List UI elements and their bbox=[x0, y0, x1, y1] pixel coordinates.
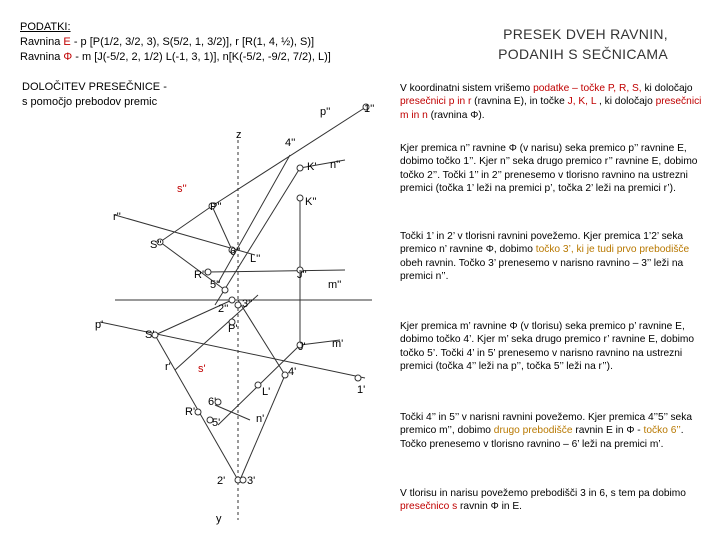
label-m1: m' bbox=[332, 338, 344, 350]
paragraph-2-part-0: Kjer premica n’’ ravnine Φ (v narisu) seka premico p’’ ravnine E, dobimo točko 1’’. Kjer n’’ seka drugo premico r’’ ravnine E, dobimo točko 2’’. Točki 1’’ in 2’’ prenesemo v tlorisno ravnino na ustrezni premici (točka 1’ leži na premici p’, točka 2’ leži na premici r’). bbox=[400, 143, 698, 195]
paragraph-5-part-1: drugo prebodišče bbox=[493, 425, 573, 437]
n1-line bbox=[238, 300, 285, 375]
paragraph-3 bbox=[400, 230, 705, 284]
m2-line bbox=[208, 270, 345, 272]
paragraph-6-part-0: V tlorisu in narisu povežemo prebodišči 3 in 6, s tem pa dobimo bbox=[400, 488, 686, 499]
paragraph-1-part-2: ki določajo bbox=[641, 83, 693, 94]
point-2-front bbox=[229, 297, 235, 303]
label-L2: L'' bbox=[250, 253, 261, 265]
label-K1: K' bbox=[307, 161, 317, 173]
point-3-top bbox=[240, 477, 246, 483]
point-K2 bbox=[297, 195, 303, 201]
paragraph-5-part-2: ravnin E in Φ - bbox=[572, 425, 644, 437]
point-L1 bbox=[255, 382, 261, 388]
label-R1: R' bbox=[185, 406, 196, 418]
paragraph-1-part-0: V koordinatni sistem vrišemo bbox=[400, 83, 534, 94]
label-s1: s' bbox=[198, 363, 206, 375]
label-S1: S' bbox=[145, 329, 155, 341]
label-P1: P' bbox=[228, 323, 238, 335]
label-s2: s'' bbox=[177, 183, 187, 195]
label-m2: m'' bbox=[328, 279, 342, 291]
paragraph-3-part-1: točko 3’, ki je tudi prvo prebodišče bbox=[535, 244, 690, 256]
label-K2: K'' bbox=[305, 196, 317, 208]
paragraph-6-part-1: presečnico s bbox=[400, 501, 458, 513]
six-link bbox=[215, 405, 250, 420]
paragraph-6-part-2: ravnin Φ in E bbox=[457, 501, 520, 513]
label-z: z bbox=[236, 129, 242, 141]
paragraph-3-part-2: obeh ravnin. Točko 3’ prenesemo v narisno ravnino – 3’’ leži na premici n’’. bbox=[400, 257, 684, 283]
paragraph-4-part-0: Kjer premica m’ ravnine Φ (v tlorisu) seka premico p’ ravnine E, dobimo točko 4’. Kjer m’ seka drugo premico r’ ravnine E, dobimo točko 5’. Točki 4’ in 5’ prenesemo v narisno ravnino na ustrezni premici (točka 4’’ leži na p’’, točka 5’’ leži na r’’). bbox=[400, 321, 695, 373]
label-4-front: 4'' bbox=[285, 137, 296, 149]
paragraph-5-part-4: . Točko prenesemo v tlorisno ravnino – 6’ leži na premici m’. bbox=[400, 425, 684, 450]
label-p1: p' bbox=[95, 319, 104, 331]
label-L1: L' bbox=[262, 386, 271, 398]
paragraph-3-part-0: Točki 1’ in 2’ v tlorisni ravnini povežemo. Kjer premica 1’2’ seka premico n’ ravnine Φ, dobimo bbox=[400, 231, 684, 256]
point-5-front bbox=[222, 287, 228, 293]
label-2-top: 2' bbox=[217, 475, 226, 487]
paragraph-1-part-1: podatke – točke P, R, S, bbox=[533, 83, 642, 94]
paragraph-1-part-4: (ravnina E), in točke bbox=[471, 96, 568, 108]
paragraph-4 bbox=[400, 320, 705, 374]
n2-line bbox=[215, 168, 300, 305]
section-subtitle: DOLOČITEV PRESEČNICE - s pomočjo prebodov premic bbox=[22, 81, 167, 108]
paragraph-1-part-5: J, K, L bbox=[567, 96, 597, 108]
label-J2: J'' bbox=[297, 269, 307, 281]
point-3-front bbox=[235, 302, 241, 308]
paragraph-5-part-0: Točki 4’’ in 5’’ v narisni ravnini povežemo. Kjer premica 4’’5’’ seka premico m’’, dobimo bbox=[400, 412, 692, 437]
label-3-front: 3'' bbox=[242, 298, 253, 310]
label-n2: n'' bbox=[330, 159, 341, 171]
label-J1: J' bbox=[298, 341, 306, 353]
label-n1: n' bbox=[256, 413, 265, 425]
s2-line bbox=[160, 206, 212, 242]
page-title: PRESEK DVEH RAVNIN, PODANIH S SEČNICAMA bbox=[498, 26, 668, 62]
paragraph-5-part-3: točko 6’’ bbox=[643, 425, 681, 437]
paragraph-1 bbox=[400, 82, 705, 122]
data-line-plane-phi: Ravnina Φ - m [J(-5/2, 2, 1/2) L(-1, 3, 1)], n[K(-5/2, -9/2, 7/2), L)] bbox=[20, 51, 331, 63]
data-line-plane-e: Ravnina E - p [P(1/2, 3/2, 3), S(5/2, 1, 3/2)], r [R(1, 4, ½), S)] bbox=[20, 36, 315, 48]
label-P2: P'' bbox=[210, 201, 222, 213]
label-r1: r' bbox=[165, 361, 171, 373]
label-3-top: 3' bbox=[247, 475, 256, 487]
label-S2: S'' bbox=[150, 239, 162, 251]
label-4-top: 4' bbox=[288, 366, 297, 378]
paragraph-1-part-8: (ravnina Φ). bbox=[427, 109, 485, 121]
data-heading: PODATKI: bbox=[20, 21, 71, 33]
label-6-front: 6'' bbox=[230, 246, 241, 258]
label-6-top: 6' bbox=[208, 396, 217, 408]
label-5-top: 5' bbox=[212, 417, 221, 429]
S1-R1-line bbox=[155, 335, 238, 480]
paragraph-5 bbox=[400, 411, 705, 451]
label-2-front: 2'' bbox=[218, 303, 229, 315]
label-p2: p'' bbox=[320, 106, 331, 118]
label-1-top: 1' bbox=[357, 384, 366, 396]
paragraph-2 bbox=[400, 142, 705, 196]
point-R1 bbox=[195, 409, 201, 415]
paragraph-6-part-3: . bbox=[519, 501, 522, 513]
label-R2: R'' bbox=[194, 269, 207, 281]
point-K1 bbox=[297, 165, 303, 171]
label-r2: r'' bbox=[113, 211, 121, 223]
label-y: y bbox=[216, 513, 222, 525]
label-1-front: 1'' bbox=[364, 103, 375, 115]
paragraph-1-part-7: presečnici m in n bbox=[400, 96, 702, 121]
label-5-front: 5'' bbox=[210, 279, 221, 291]
paragraph-6 bbox=[400, 487, 705, 514]
paragraph-1-part-3: presečnici p in r bbox=[400, 96, 472, 108]
point-1-top bbox=[355, 375, 361, 381]
paragraph-1-part-6: , ki določajo bbox=[596, 96, 656, 108]
